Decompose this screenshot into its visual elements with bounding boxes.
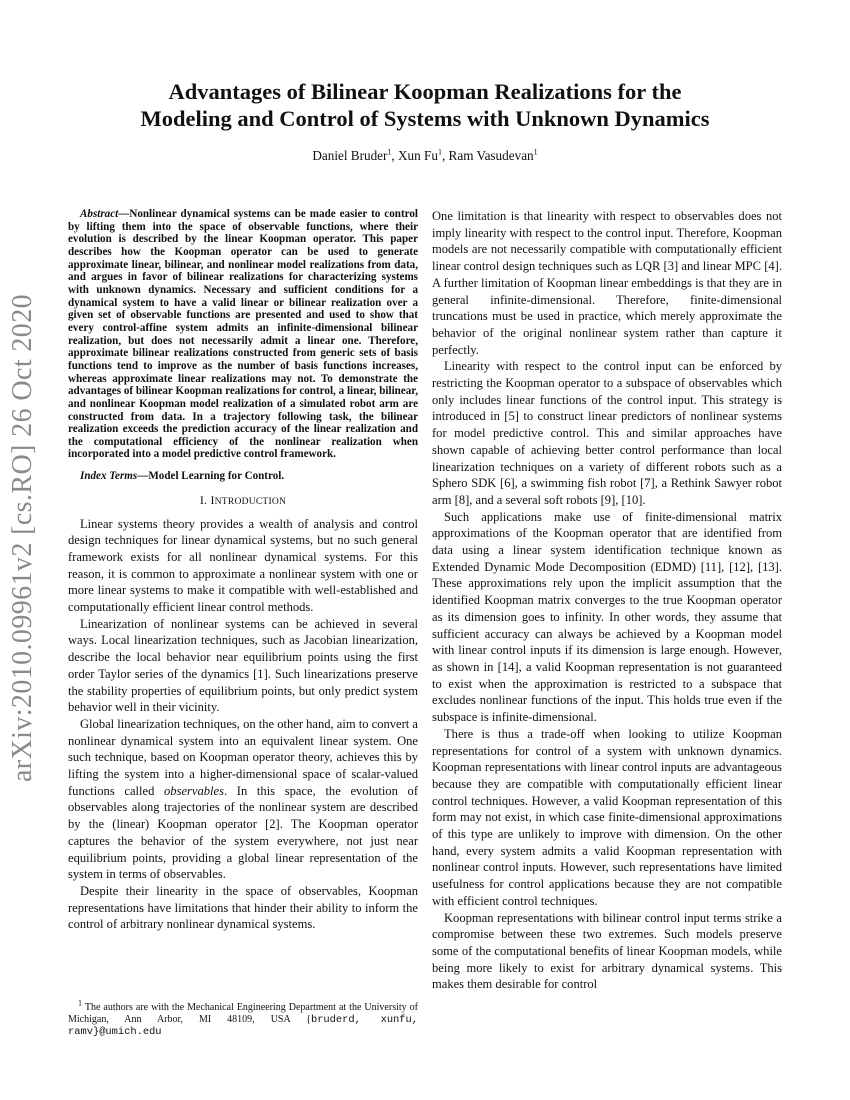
paragraph-text: . In this space, the evolution of observables along trajectories of the nonlinear system are described by the (linear) Koopman operator [2]. The Koopman operator captures the behavior of the system everywhere, not just near equilibrium points, providing a global linear representation of the system in terms of observables. — [68, 783, 418, 882]
paragraph: Such applications make use of finite-dimensional matrix approximations of the Koopman operator that are identified from data using a linear system identification technique known as Extended Dynamic Mode Decomposition (EDMD) [11], [12], [13]. These approximations rely upon the implicit assumption that the identified Koopman matrix converges to the true Koopman operator as its dimension goes to infinity. In other words, they assume that sufficient accuracy can always be achieved by a Koopman model with linear control inputs if its dimension is large enough. However, as shown in [14], a valid Koopman representation is not guaranteed to exist when the approximation is restricted to a subspace that excludes nonlinear functions of the input. This holds true even if the subspace is infinite-dimensional. — [432, 509, 782, 725]
section-heading-introduction — [68, 492, 418, 511]
paragraph: Koopman representations with bilinear control input terms strike a compromise between these two extremes. Such models preserve some of the computational benefits of linear Koopman models, while being more likely to exist for arbitrary dynamical systems. This makes them desirable for control — [432, 910, 782, 992]
footnote-text: The authors are with the Mechanical Engineering Department at the University of Michigan, Ann Arbor, MI 48109, USA { — [68, 1002, 418, 1025]
paragraph: Linearity with respect to the control input can be enforced by restricting the Koopman operator to a subspace of observables which only includes linear functions of the control input. This strategy is introduced in [5] to construct linear predictors of nonlinear systems for model predictive control. This and similar approaches have shown capable of achieving better control performance than local linearization techniques on a variety of different robots such as a Sphero SDK [6], a swimming fish robot [7], a Rethink Sawyer robot arm [8], and a several soft robots [9], [10]. — [432, 359, 782, 507]
paper-title — [60, 78, 790, 132]
left-column — [68, 208, 418, 933]
section-title: NTRODUCTION — [214, 495, 287, 507]
paragraph: Linearization of nonlinear systems can be achieved in several ways. Local linearization techniques, such as Jacobian linearization, describe the local behavior near equilibrium points using the first order Taylor series of the dynamics [1]. Such linearizations preserve the stability properties of equilibrium points, but only predict system behavior well in their vicinity. — [68, 616, 418, 715]
index-terms-label: Index Terms — [80, 470, 138, 483]
abstract-label: Abstract — [80, 208, 119, 220]
emphasized-term: observables — [164, 783, 224, 798]
paragraph: One limitation is that linearity with respect to observables does not imply linearity with respect to the control input. Therefore, Koopman models are not necessarily compatible with computationally efficient linear control design techniques such as LQR [3] and linear MPC [4]. A further limitation of Koopman linear embeddings is that they are in general infinite-dimensional. Therefore, finite-dimensional truncations must be used in practice, which merely approximate the behavior of the original nonlinear system rather than capture it perfectly. — [432, 209, 782, 357]
author-name: Daniel Bruder — [312, 148, 388, 163]
section-numeral: I. I — [199, 492, 215, 507]
footnote-email-domain[interactable]: }@umich.edu — [92, 1026, 162, 1039]
author-separator: , — [391, 148, 399, 163]
arxiv-identifier-stamp: arXiv:2010.09961v2 [cs.RO] 26 Oct 2020 — [7, 293, 38, 783]
abstract-dash: — — [118, 208, 130, 220]
paragraph: Despite their linearity in the space of observables, Koopman representations have limitations that hinder their ability to inform the control of arbitrary nonlinear dynamical systems. — [68, 884, 418, 932]
abstract — [68, 208, 418, 461]
right-column — [432, 208, 782, 993]
paragraph-text: Global linearization techniques, on the other hand, aim to convert a nonlinear dynamical system into an equivalent linear system. One such technique, based on Koopman operator theory, achieves this by lifting the system into a higher-dimensional space of scalar-valued functions called — [68, 716, 418, 798]
index-terms — [68, 470, 418, 483]
affiliation-mark: 1 — [437, 147, 442, 157]
author-separator: , — [441, 148, 449, 163]
footnote — [68, 998, 418, 1039]
footnote-mark: 1 — [78, 998, 82, 1008]
title-line-1: Advantages of Bilinear Koopman Realizations for the — [168, 79, 682, 104]
paragraph — [68, 716, 418, 883]
author-list — [60, 148, 790, 164]
index-terms-text: Model Learning for Control. — [148, 470, 285, 483]
author-name: Ram Vasudevan — [448, 148, 534, 163]
abstract-text: Nonlinear dynamical systems can be made easier to control by lifting them into the space of observable functions, where their evolution is described by the linear Koopman operator. This paper describes how the Koopman operator can be used to generate approximate linear, bilinear, and nonlinear model realizations from data, and argues in favor of bilinear realizations for characterizing systems with unknown dynamics. Necessary and sufficient conditions for a dynamical system to have a valid linear or bilinear realization over a given set of observable functions are presented and used to show that every control-affine system admits an infinite-dimensional bilinear realization, but does not necessarily admit a linear one. Therefore, approximate bilinear realizations constructed from generic sets of basis functions tend to improve as the number of basis functions increases, whereas approximate linear realizations may not. To demonstrate the advantages of bilinear Koopman realizations for control, a linear, bilinear, and nonlinear Koopman model realization of a simulated robot arm are constructed from data. In a trajectory following task, the bilinear realization exceeds the prediction accuracy of the linear realization and the computational efficiency of the nonlinear realization when incorporated into a model predictive control framework. — [68, 208, 418, 461]
affiliation-mark: 1 — [387, 147, 392, 157]
paragraph: There is thus a trade-off when looking to utilize Koopman representations for control of a system with unknown dynamics. Koopman representations with linear control inputs are advantageous because they are compatible with computationally efficient linear control techniques. However, a valid Koopman representation of this form may not exist, in which case finite-dimensional approximations of this type are unlikely to improve with dimension. On the other hand, every system admits a valid Koopman representation with nonlinear control inputs. However, such representations have limited usefulness for control applications because they are not compatible with efficient control techniques. — [432, 726, 782, 908]
affiliation-mark: 1 — [533, 147, 538, 157]
paragraph: Linear systems theory provides a wealth of analysis and control design techniques for linear dynamical systems, but no such general framework exists for all nonlinear dynamical systems. For this reason, it is common to approximate a nonlinear system with one or more linear systems to make it compatible with well-established and computationally efficient linear control methods. — [68, 516, 418, 615]
title-line-2: Modeling and Control of Systems with Unknown Dynamics — [140, 106, 710, 131]
footnote-emails[interactable]: bruderd, xunfu, ramv — [68, 1013, 418, 1039]
index-terms-dash: — — [137, 470, 149, 483]
author-name: Xun Fu — [398, 148, 438, 163]
